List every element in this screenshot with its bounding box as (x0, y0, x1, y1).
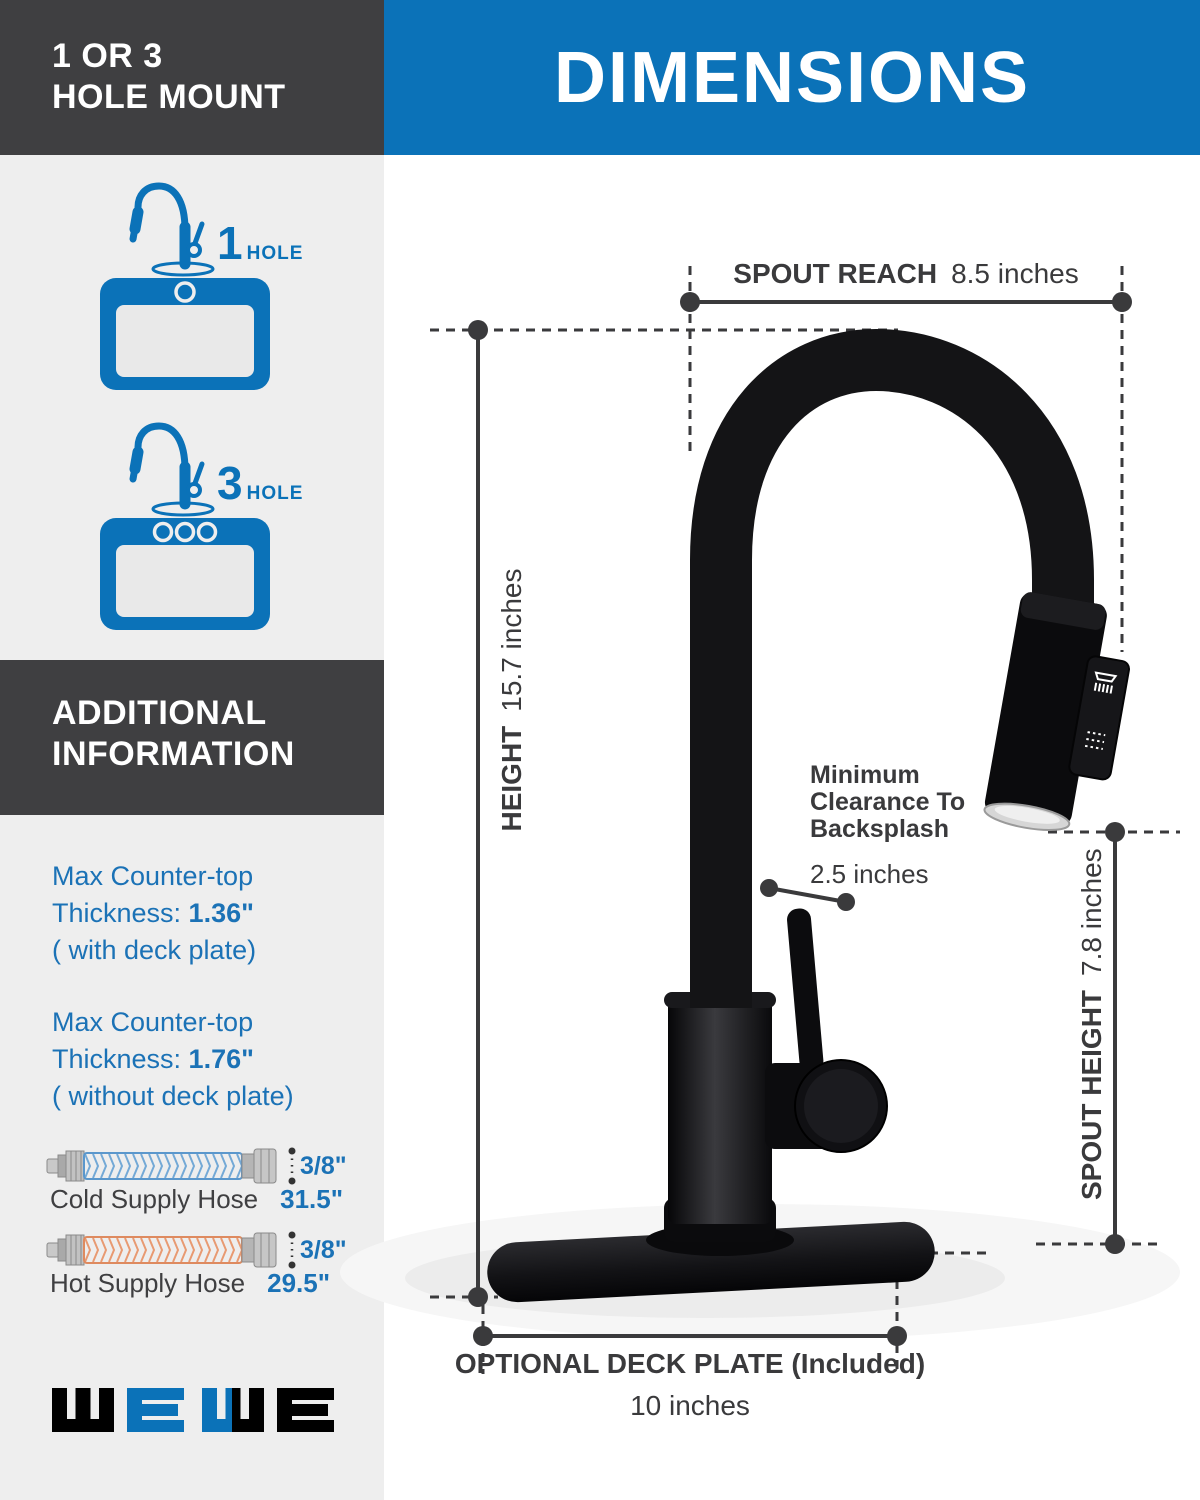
thickness-value: 1.36" (188, 898, 254, 928)
spout-reach-value: 8.5 inches (951, 258, 1079, 289)
spout-height-label: SPOUT HEIGHT7.8 inches (1076, 848, 1107, 1200)
additional-info-title-line1: ADDITIONAL (52, 694, 267, 732)
min-clearance-label: Minimum Clearance To Backsplash 2.5 inches (810, 762, 1050, 890)
thickness-value: 1.76" (188, 1044, 254, 1074)
dimensions-title: DIMENSIONS (553, 37, 1031, 118)
counter-top-note-without-plate: Max Counter-top Thickness: 1.76" ( without deck plate) (52, 1007, 294, 1111)
hole-count: 1 (217, 217, 243, 269)
counter-top-note-with-plate: Max Counter-top Thickness: 1.36" ( with deck plate) (52, 861, 257, 965)
cold-hose-label: Cold Supply Hose 31.5" (50, 1184, 344, 1214)
hole-mount-title-line2: HOLE MOUNT (52, 78, 286, 116)
spout-reach-label: SPOUT REACH 8.5 inches (733, 258, 1079, 289)
hole-mount-title-line1: 1 OR 3 (52, 37, 163, 75)
hot-hose-diameter: 3/8" (300, 1236, 347, 1264)
hole-word: HOLE (246, 243, 304, 264)
spout-height-value: 7.8 inches (1076, 848, 1107, 976)
faucet-handle (765, 908, 887, 1152)
cold-hose-length: 31.5" (280, 1184, 344, 1214)
hot-hose-length: 29.5" (267, 1268, 331, 1298)
height-value: 15.7 inches (496, 568, 527, 712)
hole-word: HOLE (246, 483, 304, 504)
faucet-body (668, 998, 772, 1224)
deck-plate-value: 10 inches (630, 1390, 750, 1421)
cold-hose-diameter: 3/8" (300, 1152, 347, 1180)
height-label: HEIGHT15.7 inches (496, 568, 527, 832)
hole-count: 3 (217, 457, 243, 509)
deck-plate-label: OPTIONAL DECK PLATE (Included) (454, 1348, 926, 1379)
min-clearance-value: 2.5 inches (810, 859, 929, 889)
hot-hose-label: Hot Supply Hose 29.5" (50, 1268, 331, 1298)
additional-info-title-line2: INFORMATION (52, 735, 295, 773)
